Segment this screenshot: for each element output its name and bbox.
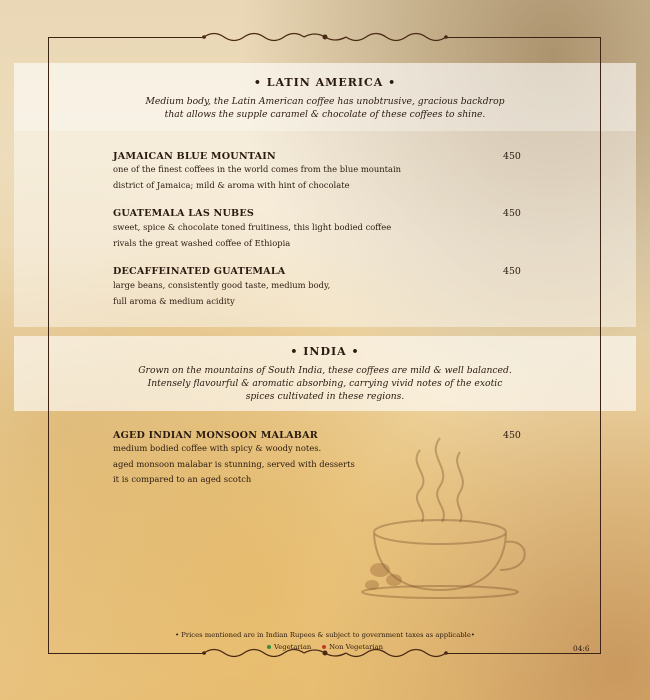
frame-bottom-right-line [444,653,601,654]
non-vegetarian-dot-icon [322,645,326,649]
vegetarian-dot-icon [267,645,271,649]
description-line: Medium body, the Latin American coffee has unobtrusive, gracious backdrop [145,96,505,107]
frame-top-right-line [444,37,601,38]
legend-vegetarian-label: Vegetarian [273,643,312,651]
section-description-india [120,364,530,403]
menu-item-name: DECAFFEINATED GUATEMALA [113,266,286,277]
menu-item-price: 450 [503,208,521,219]
legend-non-vegetarian-label: Non Vegetarian [329,643,384,651]
menu-item-price: 450 [503,430,521,441]
description-line: rivals the great washed coffee of Ethiopia [113,237,291,248]
coffee-cup-icon [360,430,530,600]
description-line: it is compared to an aged scotch [113,474,252,484]
frame-bottom-left-line [48,653,206,654]
menu-item-price: 450 [503,266,521,277]
description-line: large beans, consistently good taste, medium body, [113,280,331,290]
description-line: Intensely flavourful & aromatic absorbing, carrying vivid notes of the exotic [147,378,503,389]
description-line: that allows the supple caramel & chocolate of these coffees to shine. [164,109,486,120]
menu-item-price: 450 [503,151,521,162]
section-title-latin-america: • LATIN AMERICA • [253,76,397,89]
menu-item-description [113,162,443,193]
description-line: district of Jamaica; mild & aroma with hint of chocolate [113,179,350,190]
description-line: medium bodied coffee with spicy & woody notes. [113,443,322,453]
description-line: aged monsoon malabar is stunning, served with desserts [113,458,355,469]
frame-top-left-line [48,37,206,38]
section-description-latin-america [120,95,530,121]
top-ornament-icon [200,30,450,44]
menu-item-name: AGED INDIAN MONSOON MALABAR [113,430,318,441]
menu-item-name: GUATEMALA LAS NUBES [113,208,254,219]
section-title-india: • INDIA • [290,345,360,358]
diet-legend [0,643,650,651]
menu-item-name: JAMAICAN BLUE MOUNTAIN [113,151,276,162]
description-line: Grown on the mountains of South India, these coffees are mild & well balanced. [138,365,512,376]
description-line: one of the finest coffees in the world comes from the blue mountain [113,164,402,174]
description-line: spices cultivated in these regions. [245,391,405,402]
menu-item-description [113,278,443,309]
description-line: sweet, spice & chocolate toned fruitiness, this light bodied coffee [113,222,392,232]
page-number: 04:6 [573,644,590,653]
price-disclaimer: • Prices mentioned are in Indian Rupees & subject to government taxes as applicable• [175,631,475,639]
menu-item-description [113,220,443,251]
description-line: full aroma & medium acidity [113,295,235,306]
